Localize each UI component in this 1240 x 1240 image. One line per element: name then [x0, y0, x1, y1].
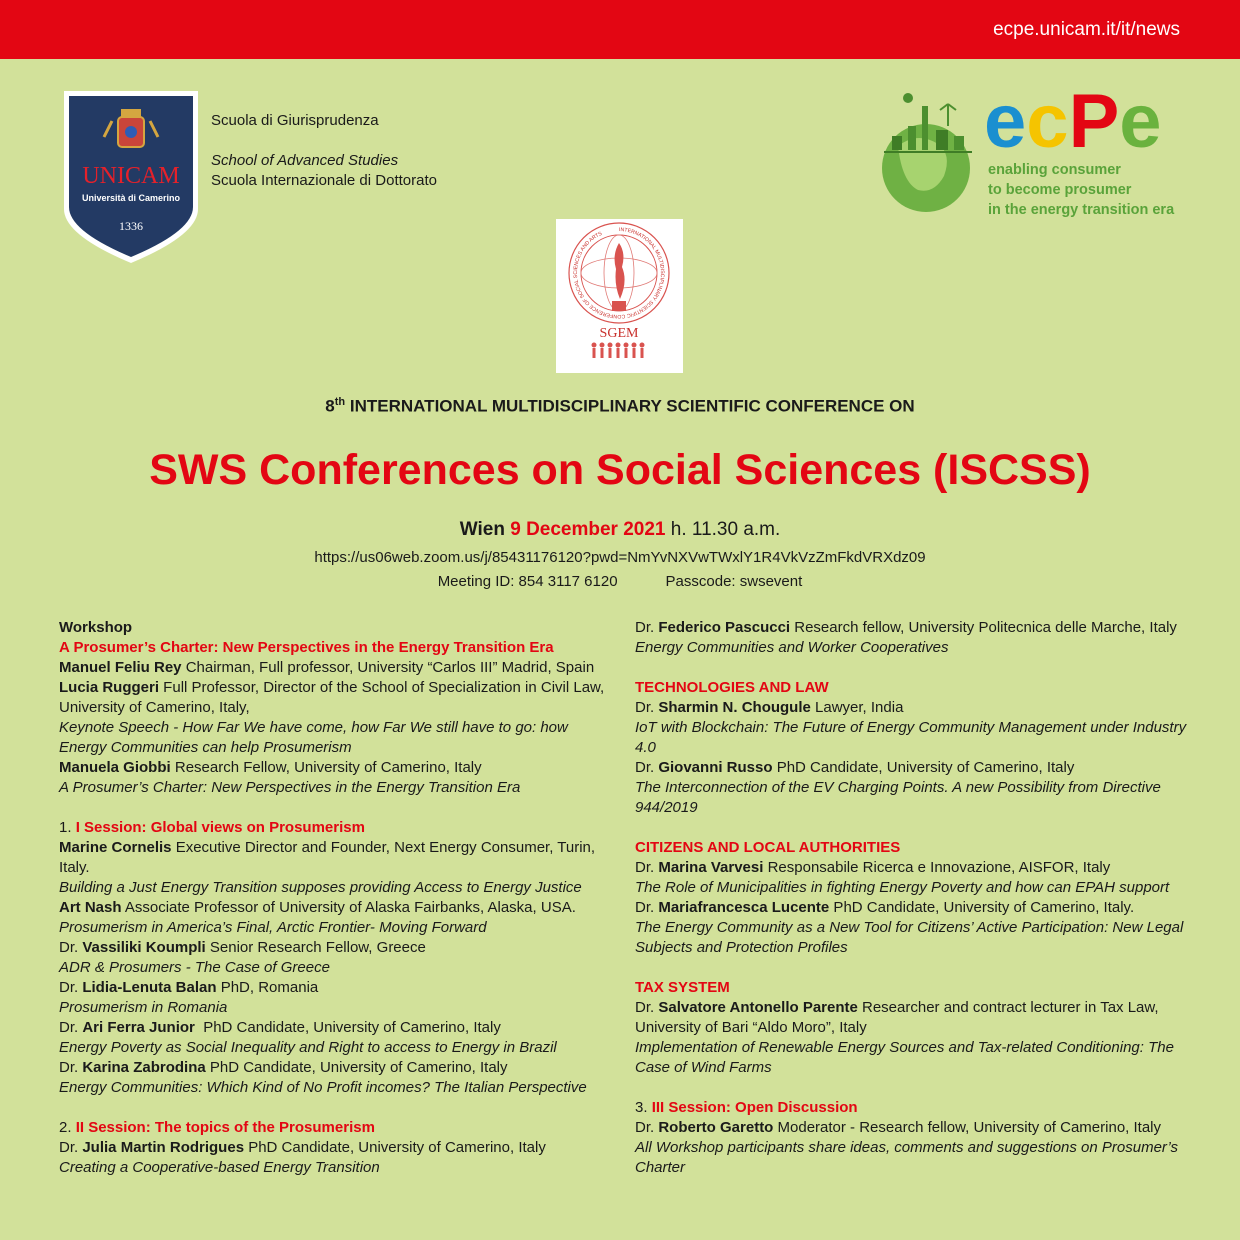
- school-name: Scuola di Giurisprudenza: [211, 112, 379, 129]
- speaker-entry: Lucia Ruggeri Full Professor, Director of the School of Specialization in Civil Law, University of Camerino, Italy,: [59, 679, 605, 716]
- school-doctorate: Scuola Internazionale di Dottorato: [211, 172, 437, 189]
- passcode: Passcode: swsevent: [665, 573, 803, 590]
- talk-title: Prosumerism in America’s Final, Arctic Frontier- Moving Forward: [59, 919, 487, 936]
- sgem-label: SGEM: [599, 326, 639, 341]
- talk-title: Building a Just Energy Transition supposes providing Access to Energy Justice: [59, 879, 582, 896]
- talk-title: Creating a Cooperative-based Energy Transition: [59, 1159, 380, 1176]
- sgem-emblem-icon: [556, 219, 683, 373]
- speaker-entry: Dr. Lidia-Lenuta Balan PhD, Romania: [59, 979, 319, 996]
- ecpe-tagline-1: enabling consumer: [988, 162, 1121, 178]
- talk-title: Energy Poverty as Social Inequality and Right to access to Energy in Brazil: [59, 1039, 557, 1056]
- speaker-entry: Dr. Marina Varvesi Responsabile Ricerca e Innovazione, AISFOR, Italy: [635, 859, 1111, 876]
- svg-text:INTERNATIONAL MULTIDISCIPLINAR: INTERNATIONAL MULTIDISCIPLINARY SCIENTIFIC CONFERENCE OF SOCIAL SCIENCES AND ARTS: [572, 226, 665, 320]
- talk-title: The Role of Municipalities in fighting Energy Poverty and how can EPAH support: [635, 879, 1170, 896]
- unicam-year: 1336: [119, 219, 143, 233]
- ecpe-tagline-3: in the energy transition era: [988, 202, 1175, 218]
- speaker-entry: Dr. Mariafrancesca Lucente PhD Candidate, University of Camerino, Italy.: [635, 899, 1135, 916]
- event-date: Wien 9 December 2021 h. 11.30 a.m.: [459, 519, 781, 540]
- speaker-entry: Marine Cornelis Executive Director and Founder, Next Energy Consumer, Turin, Italy.: [59, 839, 596, 876]
- talk-title: Energy Communities: Which Kind of No Profit incomes? The Italian Perspective: [59, 1079, 587, 1096]
- speaker-entry: Manuela Giobbi Research Fellow, University of Camerino, Italy: [59, 759, 482, 776]
- program-right-column: [635, 618, 1190, 1178]
- topic-heading: CITIZENS AND LOCAL AUTHORITIES: [635, 839, 901, 856]
- talk-title: ADR & Prosumers - The Case of Greece: [59, 959, 330, 976]
- speaker-entry: Dr. Ari Ferra Junior PhD Candidate, University of Camerino, Italy: [59, 1019, 501, 1036]
- conference-heading: 8th INTERNATIONAL MULTIDISCIPLINARY SCIENTIFIC CONFERENCE ON: [325, 396, 915, 416]
- speaker-entry: Dr. Federico Pascucci Research fellow, University Politecnica delle Marche, Italy: [635, 619, 1177, 636]
- workshop-title: A Prosumer’s Charter: New Perspectives in the Energy Transition Era: [59, 639, 554, 656]
- topic-heading: TECHNOLOGIES AND LAW: [635, 679, 829, 696]
- session-heading: 3. III Session: Open Discussion: [635, 1099, 858, 1116]
- top-bar: [0, 0, 1240, 59]
- speaker-entry: Dr. Giovanni Russo PhD Candidate, University of Camerino, Italy: [635, 759, 1075, 776]
- session-heading: 1. I Session: Global views on Prosumerism: [59, 819, 365, 836]
- topic-heading: TAX SYSTEM: [635, 979, 730, 996]
- ecpe-tagline-2: to become prosumer: [988, 182, 1132, 198]
- talk-title: IoT with Blockchain: The Future of Energy Community Management under Industry 4.0: [635, 719, 1187, 756]
- speaker-entry: Dr. Salvatore Antonello Parente Researcher and contract lecturer in Tax Law, University of Bari “Aldo Moro”, Italy: [635, 999, 1159, 1036]
- school-advanced-studies: School of Advanced Studies: [211, 152, 399, 169]
- speaker-entry: Dr. Vassiliki Koumpli Senior Research Fellow, Greece: [59, 939, 426, 956]
- talk-title: The Energy Community as a New Tool for Citizens’ Active Participation: New Legal Subjects and Protection Profiles: [635, 919, 1184, 956]
- talk-title: All Workshop participants share ideas, comments and suggestions on Prosumer’s Charter: [635, 1139, 1179, 1176]
- green-globe-icon: [882, 93, 972, 212]
- unicam-shield-logo: [60, 89, 202, 265]
- zoom-link[interactable]: https://us06web.zoom.us/j/85431176120?pwd=NmYvNXVwTWxlY1R4VkVzZmFkdVRXdz09: [314, 549, 926, 566]
- talk-title: Implementation of Renewable Energy Sources and Tax-related Conditioning: The Case of Wind Farms: [635, 1039, 1174, 1076]
- speaker-entry: Dr. Karina Zabrodina PhD Candidate, University of Camerino, Italy: [59, 1059, 508, 1076]
- program-left-column: [59, 618, 619, 1178]
- session-heading: 2. II Session: The topics of the Prosumerism: [59, 1119, 375, 1136]
- ecpe-logo: [878, 86, 1198, 221]
- sgem-logo: [556, 219, 683, 373]
- talk-title: The Interconnection of the EV Charging Points. A new Possibility from Directive 944/2019: [635, 779, 1161, 816]
- conference-title: SWS Conferences on Social Sciences (ISCSS): [149, 446, 1091, 494]
- meeting-info: [0, 573, 1240, 590]
- talk-title: Keynote Speech - How Far We have come, how Far We still have to go: how Energy Communities can help Prosumerism: [59, 719, 568, 756]
- ecpe-wordmark: ecPe: [984, 86, 1162, 164]
- talk-title: A Prosumer’s Charter: New Perspectives in the Energy Transition Era: [59, 779, 521, 796]
- speaker-entry: Art Nash Associate Professor of University of Alaska Fairbanks, Alaska, USA.: [59, 899, 576, 916]
- talk-title: Prosumerism in Romania: [59, 999, 228, 1016]
- speaker-entry: Manuel Feliu Rey Chairman, Full professor, University “Carlos III” Madrid, Spain: [59, 659, 595, 676]
- unicam-name: UNICAM: [82, 163, 180, 189]
- speaker-entry: Dr. Julia Martin Rodrigues PhD Candidate, University of Camerino, Italy: [59, 1139, 546, 1156]
- speaker-entry: Dr. Sharmin N. Chougule Lawyer, India: [635, 699, 904, 716]
- speaker-entry: Dr. Roberto Garetto Moderator - Research fellow, University of Camerino, Italy: [635, 1119, 1162, 1136]
- school-info: [211, 111, 437, 191]
- workshop-label: Workshop: [59, 619, 133, 636]
- news-link[interactable]: ecpe.unicam.it/it/news: [993, 19, 1180, 40]
- talk-title: Energy Communities and Worker Cooperatives: [635, 639, 949, 656]
- meeting-id: Meeting ID: 854 3117 6120: [437, 573, 618, 590]
- unicam-subtitle: Università di Camerino: [81, 193, 181, 203]
